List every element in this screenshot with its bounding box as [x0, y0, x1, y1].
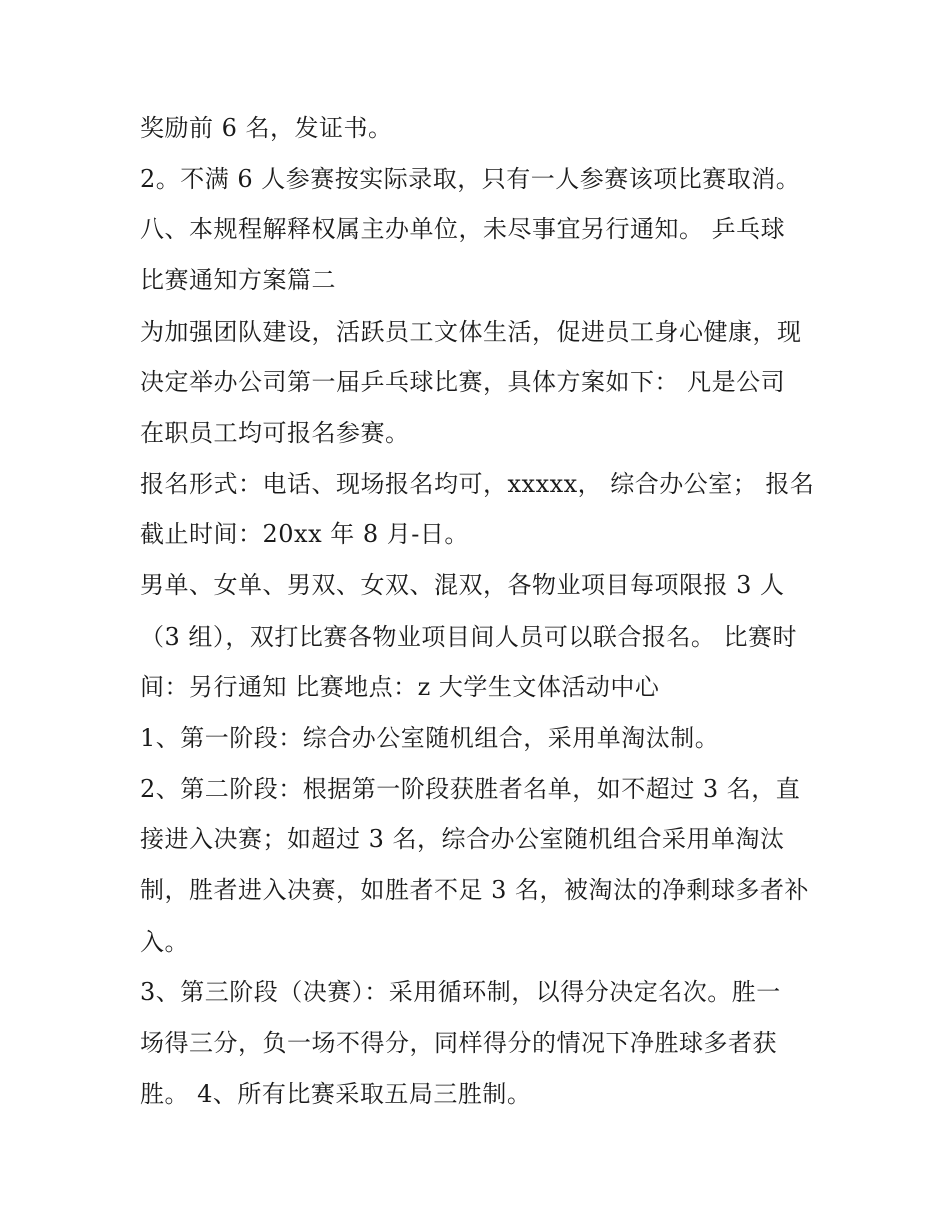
text-line: 入。: [140, 928, 189, 956]
text-line: 截止时间：20xx 年 8 月-日。: [140, 520, 469, 548]
text-line: 八、本规程解释权属主办单位，未尽事宜另行通知。 乒乓球: [140, 215, 786, 243]
text-line: 在职员工均可报名参赛。: [140, 419, 410, 447]
text-line: 接进入决赛；如超过 3 名，综合办公室随机组合采用单淘汰: [140, 825, 785, 853]
text-line: 制，胜者进入决赛，如胜者不足 3 名，被淘汰的净剩球多者补: [140, 876, 810, 904]
text-line: 决定举办公司第一届乒乓球比赛，具体方案如下： 凡是公司: [140, 368, 786, 396]
text-line: 为加强团队建设，活跃员工文体生活，促进员工身心健康，现: [140, 318, 802, 346]
text-line: 场得三分，负一场不得分，同样得分的情况下净胜球多者获: [140, 1029, 777, 1057]
text-line: 报名形式：电话、现场报名均可，xxxxx， 综合办公室； 报名: [140, 470, 815, 498]
text-line: 间：另行通知 比赛地点：z 大学生文体活动中心: [140, 673, 660, 701]
text-line: 比赛通知方案篇二: [140, 266, 336, 294]
text-line: 1、第一阶段：综合办公室随机组合，采用单淘汰制。: [140, 724, 720, 752]
text-line: 2、第二阶段：根据第一阶段获胜者名单，如不超过 3 名，直: [140, 775, 801, 803]
text-line: 3、第三阶段（决赛）：采用循环制，以得分决定名次。胜一: [140, 978, 781, 1006]
text-line: 2。不满 6 人参赛按实际录取，只有一人参赛该项比赛取消。: [140, 165, 801, 193]
text-line: 男单、女单、男双、女双、混双，各物业项目每项限报 3 人: [140, 571, 785, 599]
text-line: 奖励前 6 名，发证书。: [140, 114, 393, 142]
text-line: （3 组），双打比赛各物业项目间人员可以联合报名。 比赛时: [140, 623, 798, 651]
text-line: 胜。 4、所有比赛采取五局三胜制。: [140, 1080, 532, 1108]
